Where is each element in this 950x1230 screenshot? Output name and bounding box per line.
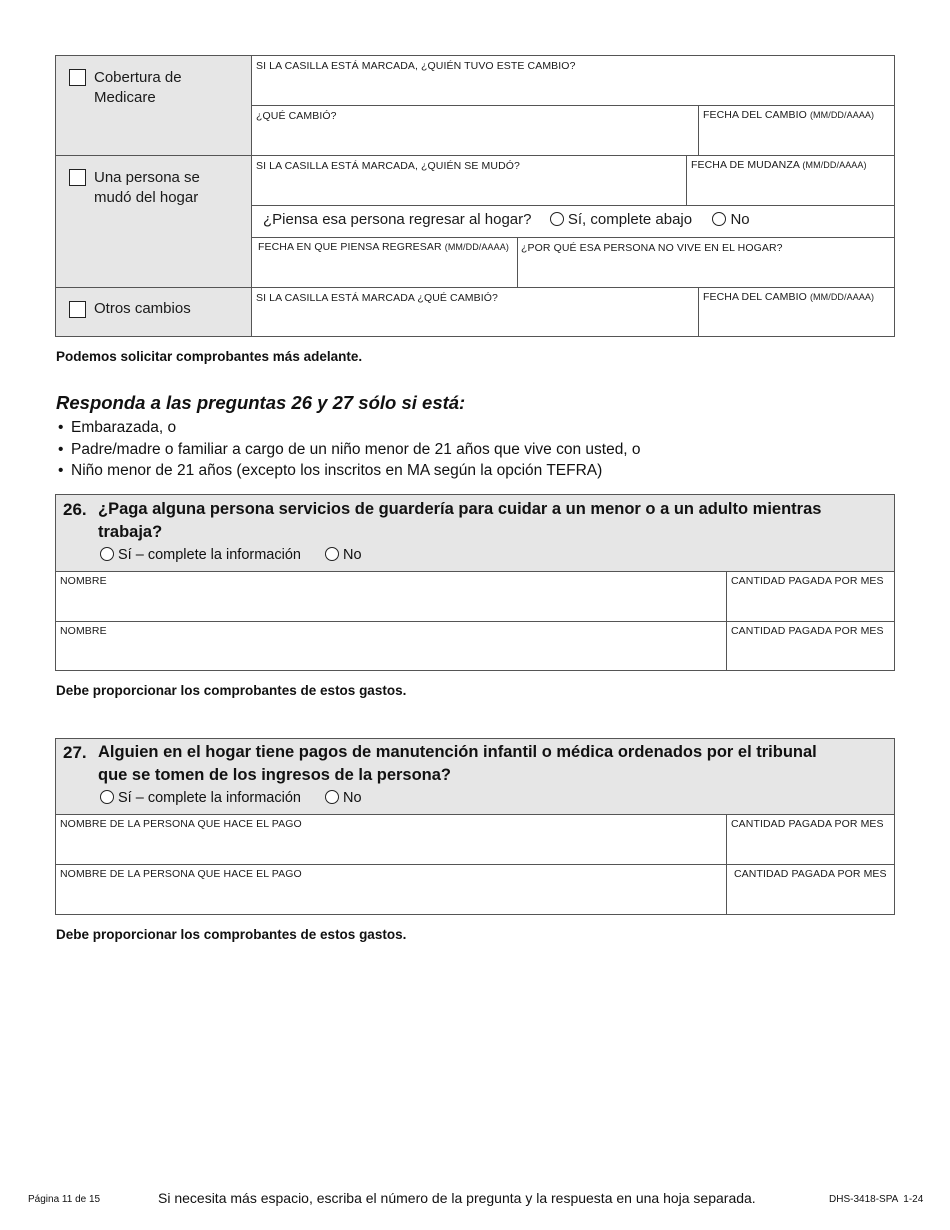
medicare-checkbox[interactable] — [69, 69, 86, 86]
q26-no-radio[interactable] — [325, 547, 339, 561]
q26-amount-label: CANTIDAD PAGADA POR MES — [731, 575, 884, 587]
bullet-item: • Niño menor de 21 años (excepto los inscritos en MA según la opción TEFRA) — [58, 462, 603, 479]
q27-amount-label: CANTIDAD PAGADA POR MES — [734, 868, 887, 880]
bullet-item: • Embarazada, o — [58, 419, 177, 436]
moved-return-question-text: ¿Piensa esa persona regresar al hogar? — [263, 211, 532, 228]
q26-name-field[interactable] — [55, 621, 727, 671]
bullet-item: • Padre/madre o familiar a cargo de un niño menor de 21 años que vive con usted, o — [58, 440, 641, 458]
q26-yes-radio[interactable] — [100, 547, 114, 561]
medicare-date-text: FECHA DEL CAMBIO — [703, 109, 807, 121]
medicare-who-label: SI LA CASILLA ESTÁ MARCADA, ¿QUIÉN TUVO ESTE CAMBIO? — [256, 60, 576, 72]
medicare-date-label — [703, 109, 874, 121]
q26-name-label: NOMBRE — [60, 575, 107, 587]
q26-options — [100, 547, 362, 563]
moved-date-label — [691, 159, 867, 171]
other-label: Otros cambios — [94, 300, 191, 317]
other-date-format: (MM/DD/AAAA) — [809, 292, 875, 302]
q26-proof-note: Debe proporcionar los comprobantes de estos gastos. — [56, 683, 407, 698]
moved-checkbox[interactable] — [69, 169, 86, 186]
bullet-text: Niño menor de 21 años (excepto los inscritos en MA según la opción TEFRA) — [71, 462, 603, 479]
medicare-what-label: ¿QUÉ CAMBIÓ? — [256, 110, 337, 122]
moved-return-date-label — [258, 241, 509, 253]
q27-yes-label: Sí – complete la información — [118, 790, 301, 806]
q26-no-label: No — [343, 547, 362, 563]
other-date-label — [703, 291, 874, 303]
footer-instruction: Si necesita más espacio, escriba el número de la pregunta y la respuesta en una hoja separada. — [158, 1190, 756, 1206]
q27-no-radio[interactable] — [325, 790, 339, 804]
q27-payer-name-label: NOMBRE DE LA PERSONA QUE HACE EL PAGO — [60, 868, 302, 880]
q26-question-line1: ¿Paga alguna persona servicios de guardería para cuidar a un menor o a un adulto mientras — [98, 500, 822, 518]
q27-options — [100, 790, 362, 806]
other-date-text: FECHA DEL CAMBIO — [703, 291, 807, 303]
moved-return-date-text: FECHA EN QUE PIENSA REGRESAR — [258, 241, 442, 253]
moved-date-format: (MM/DD/AAAA) — [802, 160, 867, 170]
medicare-label: Cobertura de Medicare — [94, 69, 182, 106]
other-checkbox[interactable] — [69, 301, 86, 318]
proof-note-1: Podemos solicitar comprobantes más adelante. — [56, 349, 363, 364]
q27-question-line2: que se tomen de los ingresos de la persona? — [98, 766, 452, 784]
q26-number: 26. — [63, 500, 87, 519]
q26-question-line2: trabaja? — [98, 523, 163, 541]
q27-question-line1: Alguien en el hogar tiene pagos de manutención infantil o médica ordenados por el tribunal — [98, 743, 817, 761]
q27-amount-label: CANTIDAD PAGADA POR MES — [731, 818, 884, 830]
q27-payer-name-label: NOMBRE DE LA PERSONA QUE HACE EL PAGO — [60, 818, 302, 830]
moved-return-no-label: No — [730, 211, 750, 228]
moved-return-date-format: (MM/DD/AAAA) — [444, 242, 509, 252]
q27-number: 27. — [63, 743, 87, 762]
moved-return-yes-label: Sí, complete abajo — [567, 211, 693, 228]
q27-proof-note: Debe proporcionar los comprobantes de estos gastos. — [56, 927, 407, 942]
bullet-text: Embarazada, o — [71, 419, 177, 436]
moved-who-label: SI LA CASILLA ESTÁ MARCADA, ¿QUIÉN SE MUDÓ? — [256, 160, 520, 172]
moved-date-text: FECHA DE MUDANZA — [691, 159, 800, 171]
q27-no-label: No — [343, 790, 362, 806]
q27-yes-radio[interactable] — [100, 790, 114, 804]
medicare-date-format: (MM/DD/AAAA) — [809, 110, 875, 120]
moved-return-no-radio[interactable] — [712, 212, 726, 226]
q26-name-label: NOMBRE — [60, 625, 107, 637]
moved-why-label: ¿POR QUÉ ESA PERSONA NO VIVE EN EL HOGAR? — [521, 242, 783, 254]
moved-return-yes-radio[interactable] — [550, 212, 564, 226]
q26-name-field[interactable] — [55, 571, 727, 622]
moved-label: Una persona se mudó del hogar — [94, 169, 200, 206]
moved-return-question — [263, 211, 750, 228]
bullet-text: Padre/madre o familiar a cargo de un niño menor de 21 años que vive con usted, o — [71, 440, 641, 458]
footer-page-number: Página 11 de 15 — [28, 1194, 101, 1205]
section-bullets — [58, 417, 641, 482]
q26-amount-label: CANTIDAD PAGADA POR MES — [731, 625, 884, 637]
section-heading: Responda a las preguntas 26 y 27 sólo si está: — [56, 392, 466, 413]
footer-form-id: DHS-3418-SPA 1-24 — [829, 1194, 924, 1205]
q26-yes-label: Sí – complete la información — [118, 547, 301, 563]
other-what-label: SI LA CASILLA ESTÁ MARCADA ¿QUÉ CAMBIÓ? — [256, 292, 498, 304]
